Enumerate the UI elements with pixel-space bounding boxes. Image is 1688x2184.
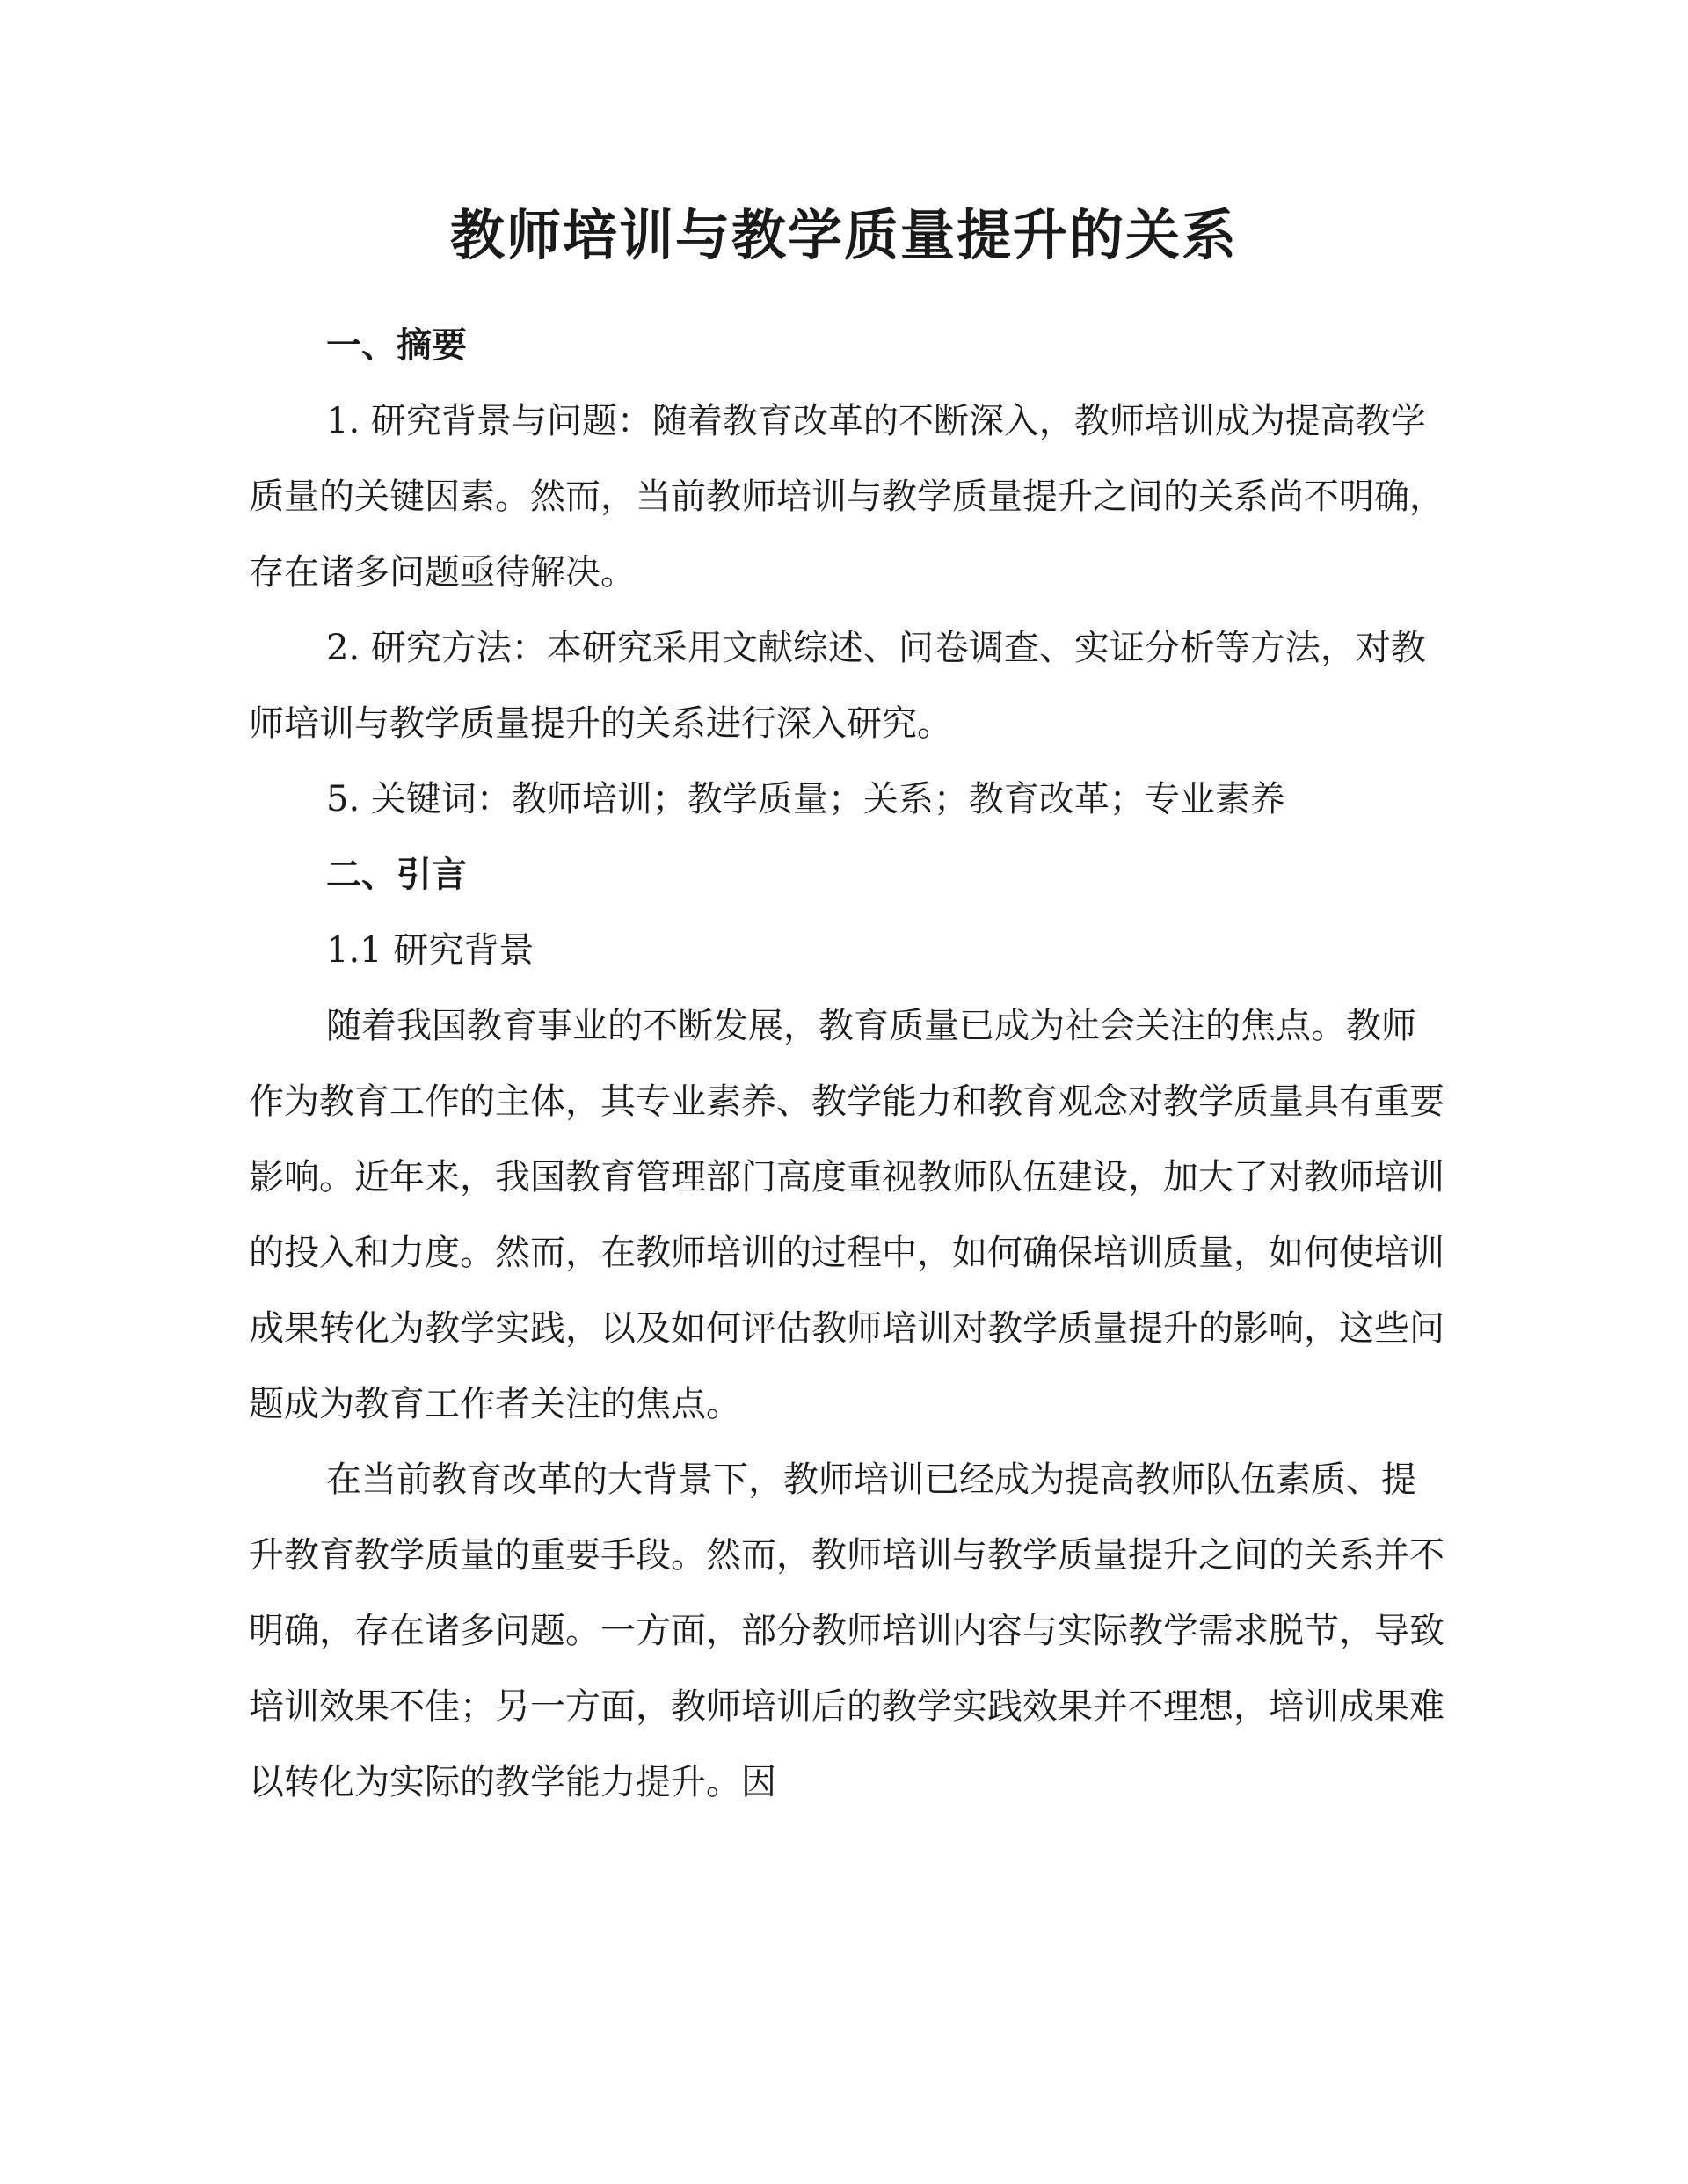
subsection-heading-background: 1.1 研究背景 — [326, 930, 535, 971]
document-body — [249, 308, 1444, 1820]
section-heading-abstract: 一、摘要 — [326, 325, 467, 366]
paragraph-intro-2: 在当前教育改革的大背景下，教师培训已经成为提高教师队伍素质、提升教育教学质量的重要手段。然而，教师培训与教学质量提升之间的关系并不明确，存在诸多问题。一方面，部分教师培训内容与实际教学需求脱节，导致培训效果不佳；另一方面，教师培训后的教学实践效果并不理想，培训成果难以转化为实际的教学能力提升。因 — [249, 1460, 1444, 1802]
section-heading-introduction: 二、引言 — [326, 855, 467, 895]
paragraph-research-background: 1. 研究背景与问题：随着教育改革的不断深入，教师培训成为提高教学质量的关键因素。然而，当前教师培训与教学质量提升之间的关系尚不明确，存在诸多问题亟待解决。 — [249, 401, 1444, 593]
document-title: 教师培训与教学质量提升的关系 — [449, 203, 1238, 267]
paragraph-keywords: 5. 关键词：教师培训；教学质量；关系；教育改革；专业素养 — [326, 779, 1285, 819]
paragraph-intro-1: 随着我国教育事业的不断发展，教育质量已成为社会关注的焦点。教师作为教育工作的主体，其专业素养、教学能力和教育观念对教学质量具有重要影响。近年来，我国教育管理部门高度重视教师队伍建设，加大了对教师培训的投入和力度。然而，在教师培训的过程中，如何确保培训质量，如何使培训成果转化为教学实践，以及如何评估教师培训对教学质量提升的影响，这些问题成为教育工作者关注的焦点。 — [249, 1006, 1444, 1424]
paragraph-research-method: 2. 研究方法：本研究采用文献综述、问卷调查、实证分析等方法，对教师培训与教学质量提升的关系进行深入研究。 — [249, 628, 1426, 744]
